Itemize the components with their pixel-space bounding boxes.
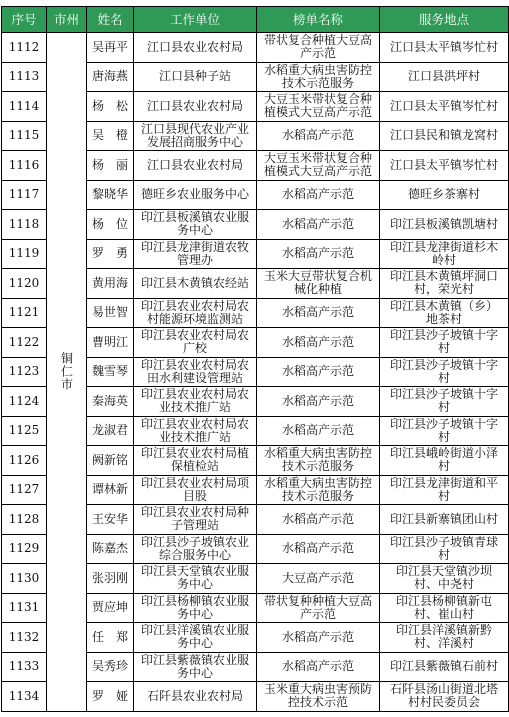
header-name: 姓名 (87, 7, 134, 33)
person-name: 阙新铭 (87, 446, 134, 476)
row-number: 1129 (2, 534, 47, 564)
person-name: 陈嘉杰 (87, 534, 134, 564)
list-name: 水稻重大病虫害防控技术示范服务 (257, 475, 380, 505)
service-location: 印江县沙子坡镇青球村 (380, 534, 509, 564)
row-number: 1123 (2, 357, 47, 387)
row-number: 1117 (2, 180, 47, 210)
row-number: 1113 (2, 62, 47, 92)
list-name: 水稻高产示范 (257, 416, 380, 446)
list-name: 大豆玉米带状复合种植模式大豆高产示范 (257, 151, 380, 181)
person-name: 谭林新 (87, 475, 134, 505)
header-list-name: 榜单名称 (257, 7, 380, 33)
person-name: 黎晓华 (87, 180, 134, 210)
row-number: 1114 (2, 92, 47, 122)
person-name: 秦海英 (87, 387, 134, 417)
person-name: 吴秀珍 (87, 652, 134, 682)
work-unit: 印江县龙津街道农牧管理办 (134, 239, 257, 269)
row-number: 1132 (2, 623, 47, 653)
service-location: 印江县洋溪镇新黔村、洋溪村 (380, 623, 509, 653)
row-number: 1120 (2, 269, 47, 299)
list-name: 水稻高产示范 (257, 298, 380, 328)
service-location: 印江县紫薇镇石前村 (380, 652, 509, 682)
list-name: 水稻高产示范 (257, 328, 380, 358)
work-unit: 印江县板溪镇农业服务中心 (134, 210, 257, 240)
list-name: 水稻高产示范 (257, 623, 380, 653)
person-name: 张羽刚 (87, 564, 134, 594)
row-number: 1119 (2, 239, 47, 269)
list-name: 水稻高产示范 (257, 534, 380, 564)
person-name: 吴再平 (87, 33, 134, 63)
service-location: 印江县沙子坡镇十字村 (380, 387, 509, 417)
header-work-unit: 工作单位 (134, 7, 257, 33)
work-unit: 印江县木黄镇农经站 (134, 269, 257, 299)
service-location: 印江县沙子坡镇十字村 (380, 416, 509, 446)
table-header (2, 7, 509, 33)
row-number: 1127 (2, 475, 47, 505)
city-cell (47, 33, 87, 712)
list-name: 大豆玉米带状复合种植模式大豆高产示范 (257, 92, 380, 122)
service-location: 德旺乡茶寨村 (380, 180, 509, 210)
person-name: 王安华 (87, 505, 134, 535)
row-number: 1128 (2, 505, 47, 535)
person-name: 罗 勇 (87, 239, 134, 269)
work-unit: 印江县农业农村局种子管理站 (134, 505, 257, 535)
work-unit: 印江县农业农村局农村能源环境监测站 (134, 298, 257, 328)
service-location: 印江县天堂镇沙坝村、中尧村 (380, 564, 509, 594)
service-location: 印江县龙津街道和平村 (380, 475, 509, 505)
work-unit: 江口县农业农村局 (134, 33, 257, 63)
row-number: 1121 (2, 298, 47, 328)
service-location: 江口县太平镇岑忙村 (380, 33, 509, 63)
person-name: 杨 位 (87, 210, 134, 240)
city-name: 铜仁市 (59, 352, 74, 392)
work-unit: 印江县杨柳镇农业服务中心 (134, 593, 257, 623)
service-location: 印江县新寨镇团山村 (380, 505, 509, 535)
row-number: 1126 (2, 446, 47, 476)
row-number: 1131 (2, 593, 47, 623)
person-name: 罗 娅 (87, 682, 134, 712)
work-unit: 江口县种子站 (134, 62, 257, 92)
person-name: 任 郑 (87, 623, 134, 653)
list-name: 玉米大豆带状复合机械化种植 (257, 269, 380, 299)
work-unit: 印江县紫薇镇农业服务中心 (134, 652, 257, 682)
work-unit: 印江县洋溪镇农业服务中心 (134, 623, 257, 653)
person-name: 黄用海 (87, 269, 134, 299)
row-number: 1133 (2, 652, 47, 682)
row-number: 1118 (2, 210, 47, 240)
person-name: 杨 松 (87, 92, 134, 122)
list-name: 水稻重大病虫害防控技术示范服务 (257, 62, 380, 92)
list-name: 水稻高产示范 (257, 121, 380, 151)
roster-table (1, 6, 509, 712)
work-unit: 石阡县农业农村局 (134, 682, 257, 712)
row-number: 1134 (2, 682, 47, 712)
service-location: 印江县龙津街道杉木岭村 (380, 239, 509, 269)
work-unit: 印江县沙子坡镇农业综合服务中心 (134, 534, 257, 564)
person-name: 唐海燕 (87, 62, 134, 92)
table-body (2, 33, 509, 712)
list-name: 水稻高产示范 (257, 357, 380, 387)
service-location: 江口县太平镇岑忙村 (380, 92, 509, 122)
list-name: 水稻重大病虫害防控技术示范服务 (257, 446, 380, 476)
row-number: 1122 (2, 328, 47, 358)
row-number: 1130 (2, 564, 47, 594)
list-name: 带状复种种植大豆高产示范 (257, 593, 380, 623)
service-location: 印江县木黄镇（乡）地茶村 (380, 298, 509, 328)
work-unit: 印江县农业农村局植保植检站 (134, 446, 257, 476)
work-unit: 印江县农业农村局农业技术推广站 (134, 416, 257, 446)
service-location: 印江县沙子坡镇十字村 (380, 328, 509, 358)
work-unit: 江口县现代农业产业发展招商服务中心 (134, 121, 257, 151)
work-unit: 印江县天堂镇农业服务中心 (134, 564, 257, 594)
service-location: 印江县木黄镇坪洞口村，荣光村 (380, 269, 509, 299)
service-location: 印江县沙子坡镇十字村 (380, 357, 509, 387)
list-name: 水稻高产示范 (257, 652, 380, 682)
service-location: 印江县杨柳镇新屯村、崔山村 (380, 593, 509, 623)
list-name: 玉米重大病虫害预防控技术示范 (257, 682, 380, 712)
list-name: 水稻高产示范 (257, 180, 380, 210)
service-location: 江口县太平镇岑忙村 (380, 151, 509, 181)
work-unit: 德旺乡农业服务中心 (134, 180, 257, 210)
table-row (2, 33, 509, 63)
list-name: 水稻高产示范 (257, 239, 380, 269)
work-unit: 印江县农业农村局农广校 (134, 328, 257, 358)
work-unit: 印江县农业农村局农业技术推广站 (134, 387, 257, 417)
person-name: 魏雪琴 (87, 357, 134, 387)
service-location: 石阡县汤山街道北塔村村民委员会 (380, 682, 509, 712)
work-unit: 印江县农业农村局农田水利建设管理站 (134, 357, 257, 387)
header-city: 市州 (47, 7, 87, 33)
header-number: 序号 (2, 7, 47, 33)
service-location: 江口县民和镇龙窝村 (380, 121, 509, 151)
header-row (2, 7, 509, 33)
person-name: 曹明江 (87, 328, 134, 358)
person-name: 杨 丽 (87, 151, 134, 181)
list-name: 水稻高产示范 (257, 210, 380, 240)
work-unit: 江口县农业农村局 (134, 92, 257, 122)
row-number: 1125 (2, 416, 47, 446)
work-unit: 印江县农业农村局项目股 (134, 475, 257, 505)
header-service-location: 服务地点 (380, 7, 509, 33)
list-name: 大豆高产示范 (257, 564, 380, 594)
person-name: 贾应坤 (87, 593, 134, 623)
work-unit: 江口县农业农村局 (134, 151, 257, 181)
list-name: 水稻高产示范 (257, 505, 380, 535)
list-name: 水稻高产示范 (257, 387, 380, 417)
service-location: 江口县洪坪村 (380, 62, 509, 92)
service-location: 印江县峨岭街道小泽村 (380, 446, 509, 476)
person-name: 龙淑君 (87, 416, 134, 446)
row-number: 1124 (2, 387, 47, 417)
list-name: 带状复合种植大豆高产示范 (257, 33, 380, 63)
person-name: 吴 橙 (87, 121, 134, 151)
row-number: 1116 (2, 151, 47, 181)
person-name: 易世智 (87, 298, 134, 328)
service-location: 印江县板溪镇凯塘村 (380, 210, 509, 240)
row-number: 1112 (2, 33, 47, 63)
row-number: 1115 (2, 121, 47, 151)
